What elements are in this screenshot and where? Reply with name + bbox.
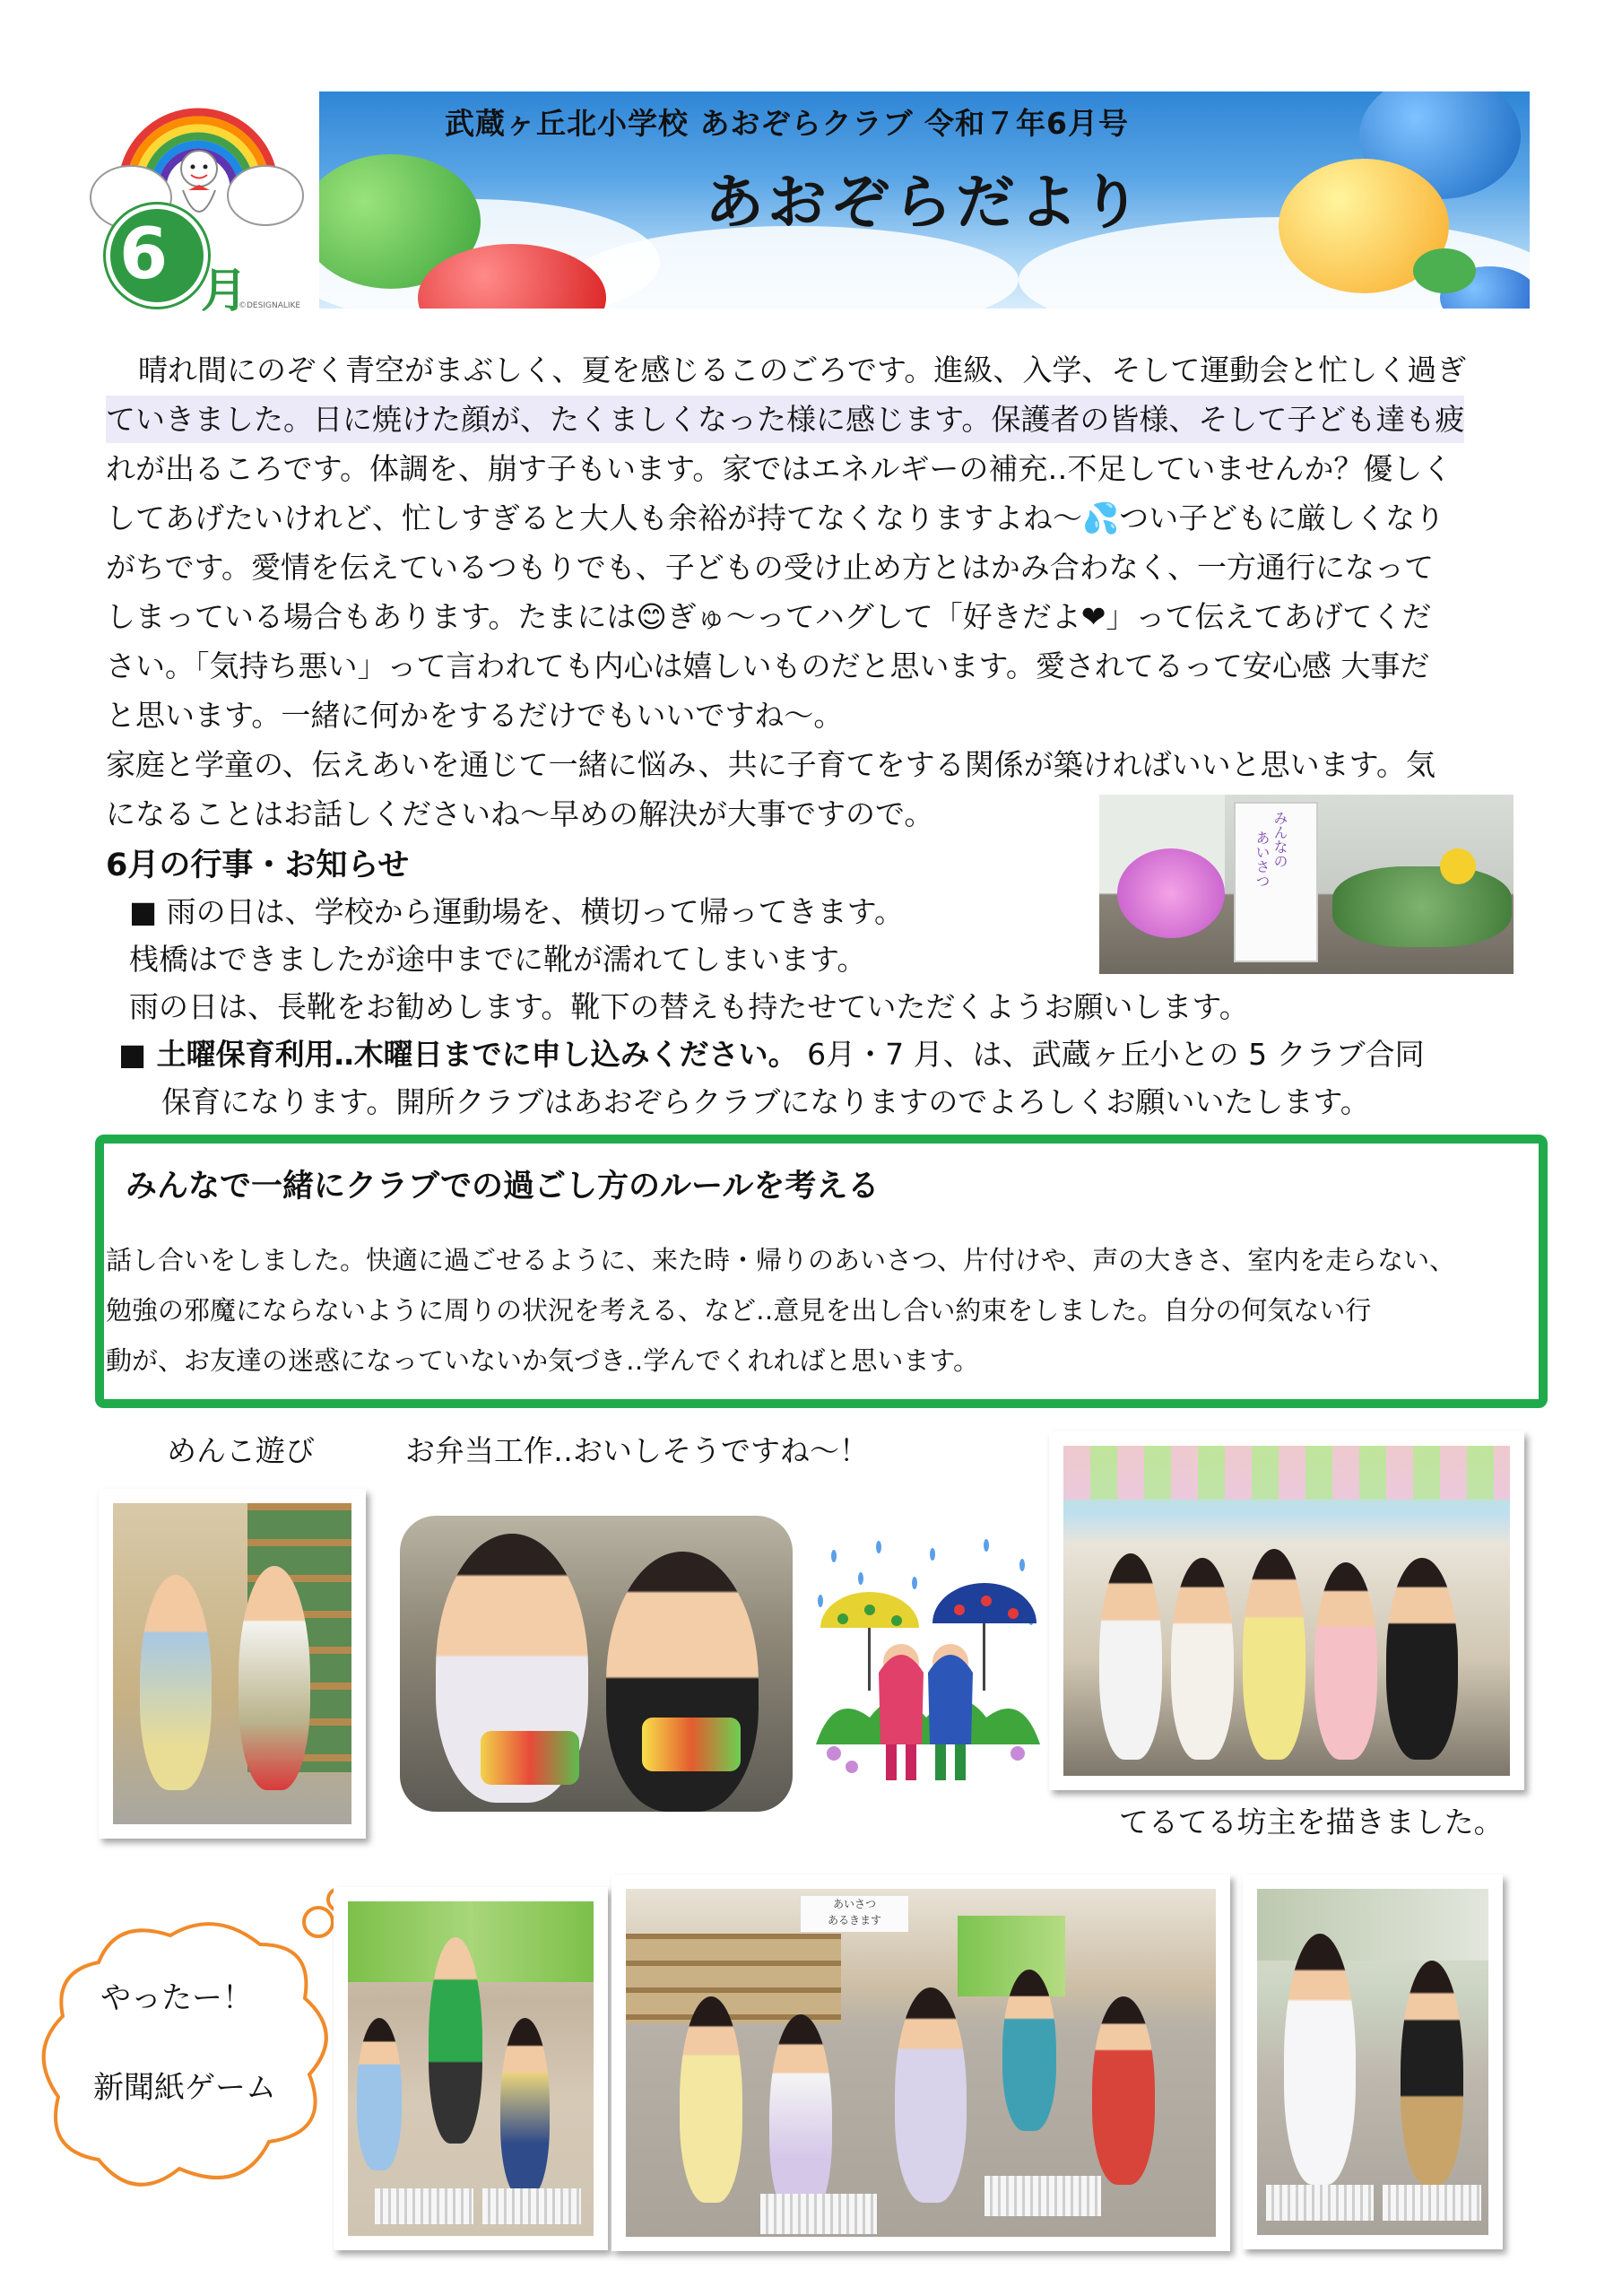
photo-bento xyxy=(400,1516,793,1812)
event-item-saturday-rest: 6月・7 月、は、武蔵ヶ丘小との 5 クラブ合同 xyxy=(797,1037,1425,1072)
intro-line: しまっている場合もあります。たまには😊ぎゅ～ってハグして「好きだよ❤」って伝えてあげてくだ xyxy=(106,599,1432,634)
classroom-sign-line: あいさつ xyxy=(832,1898,876,1910)
sign-text: あいさつ xyxy=(1253,831,1271,888)
rules-line: 勉強の邪魔にならないように周りの状況を考える、など‥意見を出し合い約束をしました。自分の何気ない行 xyxy=(106,1295,1372,1326)
month-logo xyxy=(86,90,310,318)
event-item-rain: ■ 雨の日は、学校から運動場を、横切って帰ってきます。 xyxy=(129,894,905,929)
rain-kids-illustration xyxy=(807,1538,1045,1809)
intro-line: がちです。愛情を伝えているつもりでも、子どもの受け止め方とはかみ合わなく、一方通行になって xyxy=(106,550,1435,585)
photo-newspaper-game-3 xyxy=(1243,1874,1503,2249)
event-item-rain-detail: 雨の日は、長靴をお勧めします。靴下の替えも持たせていただくようお願いします。 xyxy=(129,989,1249,1024)
sign-text: みんなの xyxy=(1271,811,1288,868)
month-suffix: 月 xyxy=(201,265,248,318)
event-item-saturday-bold: ■ 土曜保育利用‥木曜日までに申し込みください。 xyxy=(118,1037,798,1072)
header-banner xyxy=(319,91,1530,309)
intro-paragraph xyxy=(106,346,1540,741)
event-item-saturday-detail: 保育になります。開所クラブはあおぞらクラブになりますのでよろしくお願いいたします。 xyxy=(161,1084,1370,1119)
thought-bubble xyxy=(36,1882,359,2222)
event-item-rain-detail: 桟橋はできましたが途中までに靴が濡れてしまいます。 xyxy=(129,942,867,977)
rules-box xyxy=(95,1135,1548,1408)
month-number: 6 xyxy=(119,214,169,295)
caption-teruteru: てるてる坊主を描きました。 xyxy=(1119,1805,1504,1839)
month-badge xyxy=(106,204,208,307)
logo-credit: ©DESIGNALIKE xyxy=(239,301,301,310)
intro-line: してあげたいけれど、忙しすぎると大人も余裕が持てなくなりますよね～💦つい子どもに厳しくなり xyxy=(106,500,1445,535)
newsletter-title: あおぞらだより xyxy=(705,168,1144,237)
family-line: になることはお話しくださいね～早めの解決が大事ですので。 xyxy=(106,796,934,831)
balloon-green-small xyxy=(1413,248,1476,293)
caption-bento: お弁当工作‥おいしそうですね～！ xyxy=(405,1433,870,1468)
intro-line: れが出るころです。体調を、崩す子もいます。家ではエネルギーの補充‥不足していませんか？優しく xyxy=(106,451,1453,486)
photo-newspaper-game-1 xyxy=(334,1887,608,2250)
newsletter-subtitle: 武蔵ヶ丘北小学校 あおぞらクラブ 令和７年6月号 xyxy=(445,106,1129,141)
photo-newspaper-game-2 xyxy=(612,1874,1230,2251)
rules-title: みんなで一緒にクラブでの過ごし方のルールを考える xyxy=(126,1169,880,1205)
events-list xyxy=(106,888,1540,1130)
event-item-saturday xyxy=(118,1031,1425,1078)
bubble-line-1: やったー！ xyxy=(100,1980,253,2016)
intro-line: さい。「気持ち悪い」って言われても内心は嬉しいものだと思います。愛されてるって安心感 大事だ xyxy=(106,648,1430,683)
intro-line: と思います。一緒に何かをするだけでもいいですね～。 xyxy=(106,698,844,733)
classroom-sign xyxy=(801,1896,908,1932)
caption-menko: めんこ遊び xyxy=(167,1433,315,1468)
bubble-line-2: 新聞紙ゲーム xyxy=(93,2070,276,2106)
photo-menko xyxy=(99,1489,366,1839)
classroom-sign-line: あるきます xyxy=(827,1914,881,1926)
intro-line: 晴れ間にのぞく青空がまぶしく、夏を感じるこのごろです。進級、入学、そして運動会と忙しく過ぎ xyxy=(138,352,1467,387)
family-line: 家庭と学童の、伝えあいを通じて一緒に悩み、共に子育てをする関係が築ければいいと思います。気 xyxy=(106,747,1436,782)
rules-line: 話し合いをしました。快適に過ごせるように、来た時・帰りのあいさつ、片付けや、声の大きさ、室内を走らない、 xyxy=(106,1245,1456,1275)
events-heading: 6月の行事・お知らせ xyxy=(106,848,410,883)
intro-line: ていきました。日に焼けた顔が、たくましくなった様に感じます。保護者の皆様、そして子ども達も疲 xyxy=(106,396,1464,443)
rules-line: 動が、お友達の迷惑になっていないか気づき‥学んでくれればと思います。 xyxy=(106,1345,980,1376)
photo-teruteru xyxy=(1049,1431,1524,1790)
